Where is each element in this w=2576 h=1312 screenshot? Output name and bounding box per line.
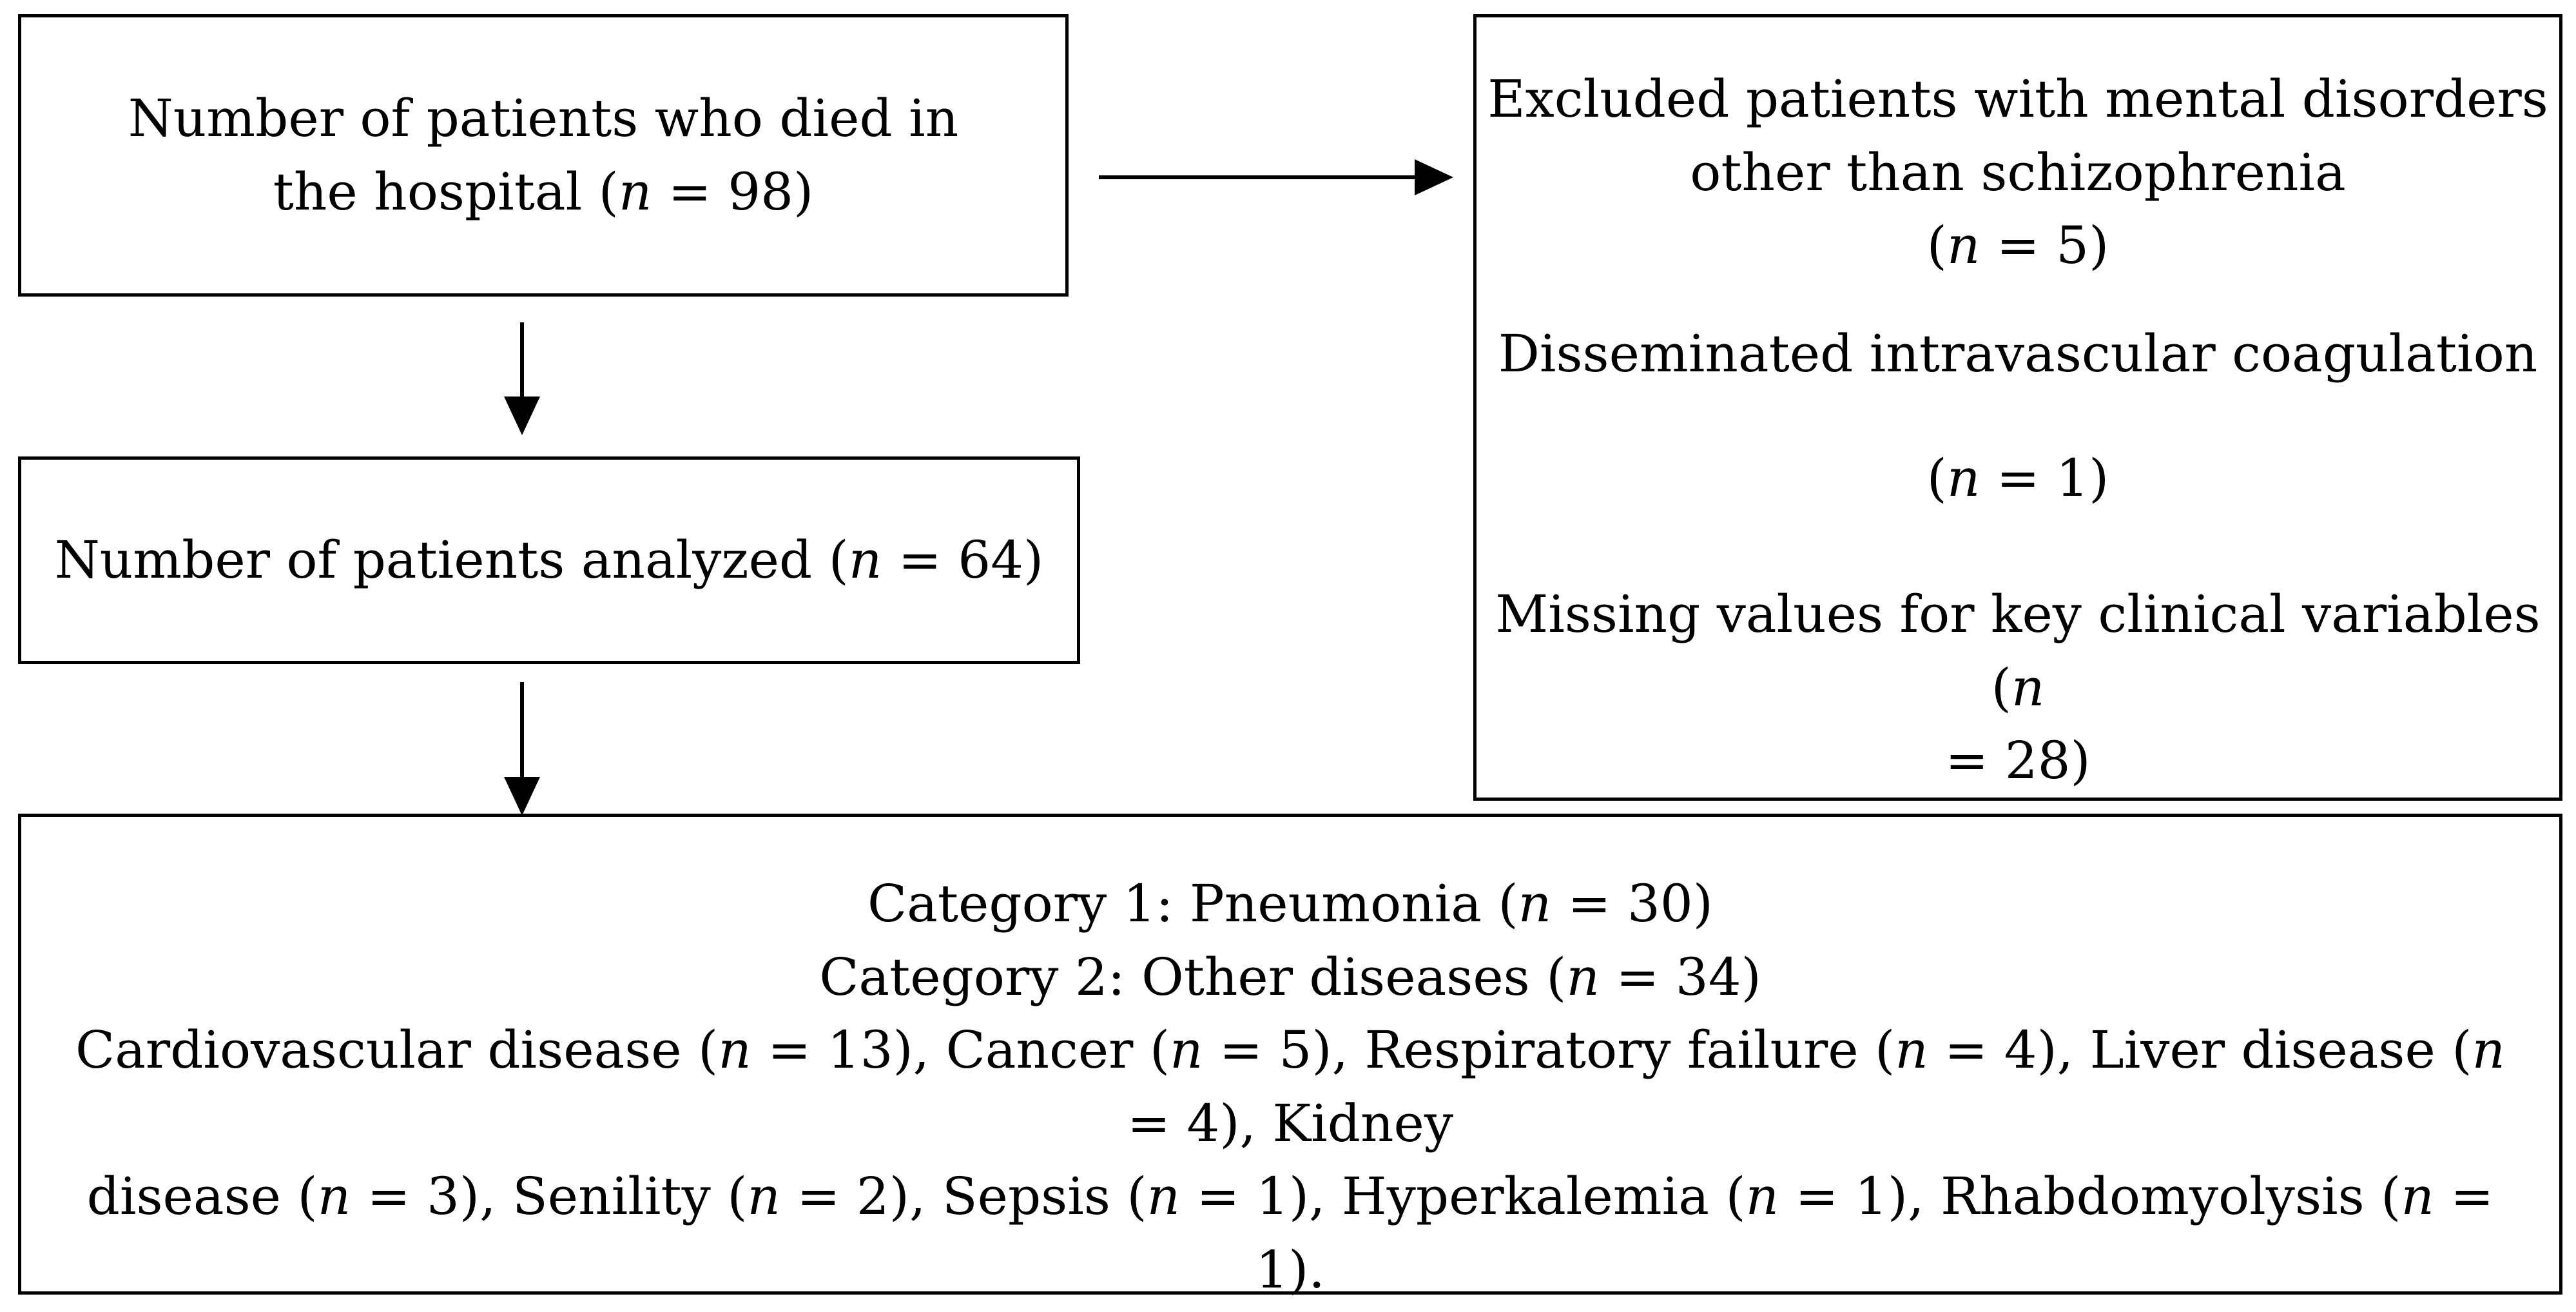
n-symbol: n [1895,1020,1928,1081]
disease-count: = 1). [1255,1166,2494,1300]
excluded-patients-box [1473,14,2562,801]
arrow-to-categories [504,682,540,816]
disease-label: Cardiovascular disease ( [75,1020,719,1081]
disease-item [946,1020,1365,1080]
disease-item [512,1166,942,1226]
category-2: Category 2: Other diseases (n = 34) [819,946,1761,1007]
excluded-line-1: Excluded patients with mental disorders [1487,69,2548,129]
arrow-to-analyzed [504,322,540,435]
analyzed-text: Number of patients analyzed (n = 64) [54,530,1044,591]
disease-item [1272,1093,1453,1153]
n-symbol: n [1745,1166,1779,1227]
n-symbol: n [2472,1020,2505,1081]
disease-item [87,1166,512,1226]
patients-analyzed-box [18,456,1080,664]
disease-label: Liver disease ( [2089,1020,2472,1081]
n-symbol: n [718,1020,751,1081]
disease-count: = 4), [1127,1093,1273,1153]
n-symbol: n [1170,1020,1203,1081]
died-in-hospital-box [18,14,1069,297]
disease-count: = 1), [1779,1166,1941,1227]
arrow-to-excluded [1099,159,1453,195]
disease-count: = 3), [351,1166,512,1227]
n-symbol: n [317,1166,351,1227]
categories-box [18,814,2562,1300]
category-details-line-2 [66,1160,2515,1306]
died-line-1: Number of patients who died in [128,88,959,149]
disease-label: Hyperkalemia ( [1341,1166,1746,1227]
disease-label: Respiratory failure ( [1364,1020,1895,1081]
excluded-mental-count: (n = 5) [1926,215,2109,276]
disease-label: Kidney [1272,1093,1454,1153]
excluded-dic-count: (n = 1) [1926,448,2109,509]
n-symbol: n [2401,1166,2434,1227]
disease-label: Senility ( [512,1166,748,1227]
excluded-dic-label: Disseminated intravascular coagulation [1498,323,2538,384]
category-details-line-1 [66,1013,2515,1160]
disease-label: Cancer ( [945,1020,1170,1081]
died-line-2: the hospital (n = 98) [273,162,814,222]
disease-item [1342,1166,1941,1226]
disease-count: = 13), [751,1020,946,1081]
disease-item [1364,1020,2089,1080]
disease-count: = 1), [1180,1166,1342,1227]
disease-count: = 2), [780,1166,942,1227]
disease-label: Rhabdomyolysis ( [1940,1166,2401,1227]
disease-item [75,1020,946,1080]
disease-item [942,1166,1342,1226]
n-symbol: n [1147,1166,1181,1227]
disease-count: = 5), [1203,1020,1365,1081]
category-1: Category 1: Pneumonia (n = 30) [867,874,1714,934]
disease-label: disease ( [86,1166,318,1227]
disease-count: = 4), [1928,1020,2090,1081]
excluded-missing-label: Missing values for key clinical variables (n [1495,584,2541,718]
disease-label: Sepsis ( [942,1166,1147,1227]
n-symbol: n [747,1166,780,1227]
excluded-missing-count: = 28) [1945,730,2091,791]
excluded-line-2: other than schizophrenia [1690,142,2346,202]
